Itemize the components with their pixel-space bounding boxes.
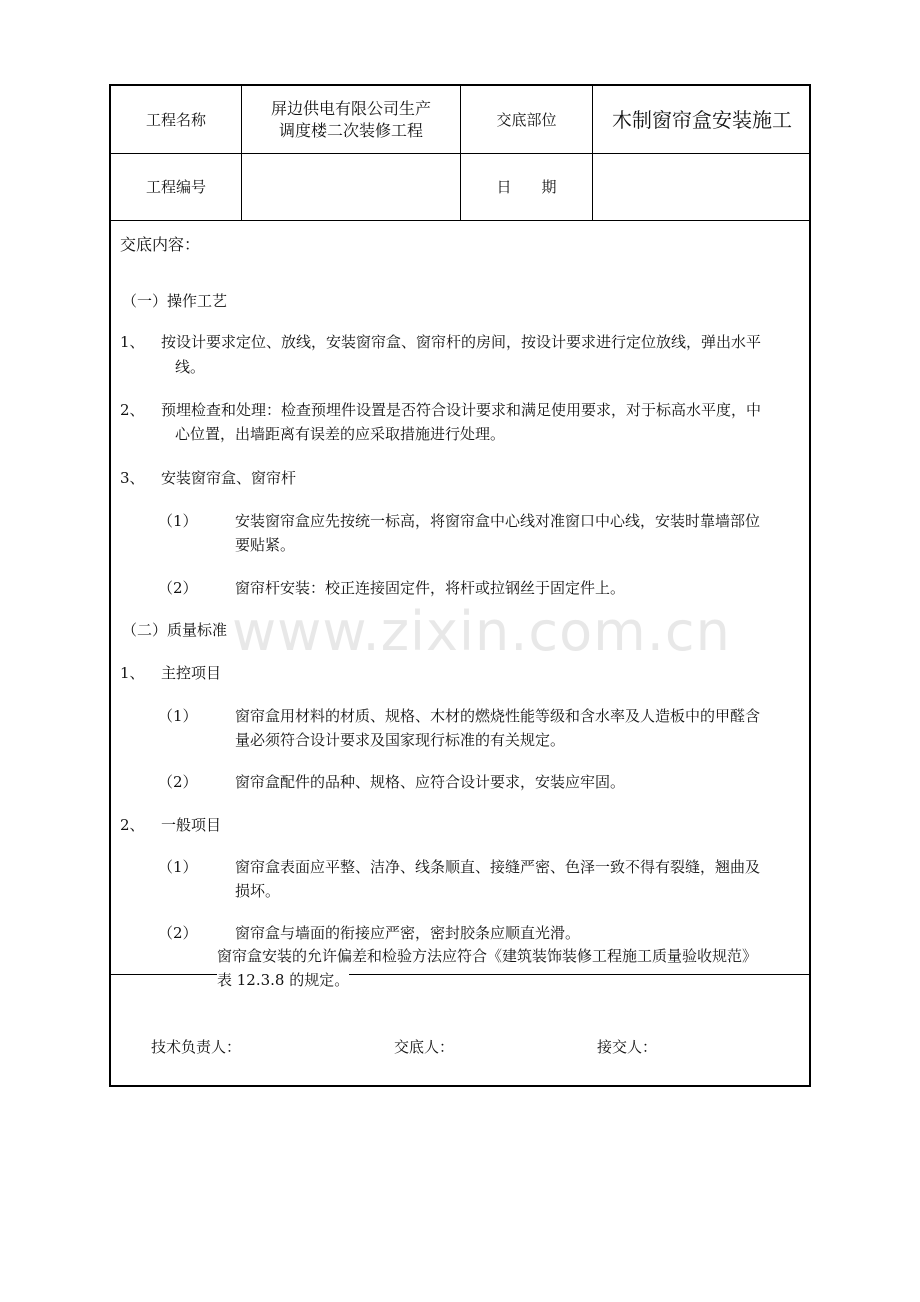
subitem-text: 量必须符合设计要求及国家现行标准的有关规定。 bbox=[235, 731, 566, 749]
subitem-number: （1） bbox=[158, 512, 198, 530]
watermark: www.zixin.com.cn bbox=[232, 600, 731, 663]
date-value bbox=[593, 154, 811, 220]
project-no-label: 工程编号 bbox=[145, 178, 206, 196]
item-text: 一般项目 bbox=[161, 816, 222, 834]
subitem-text: 窗帘盒配件的品种、规格、应符合设计要求，安装应牢固。 bbox=[235, 773, 626, 791]
item-text: 按设计要求定位、放线，安装窗帘盒、窗帘杆的房间，按设计要求进行定位放线，弹出水平 bbox=[161, 333, 762, 351]
subitem-number: （1） bbox=[158, 707, 198, 725]
subitem-text: 窗帘杆安装：校正连接固定件，将杆或拉钢丝于固定件上。 bbox=[235, 579, 626, 597]
item-number: 3、 bbox=[120, 469, 145, 487]
subitem-text: 窗帘盒与墙面的衔接应严密，密封胶条应顺直光滑。 bbox=[235, 924, 581, 942]
part-label: 交底部位 bbox=[496, 110, 557, 129]
subitem-text: 损坏。 bbox=[235, 882, 281, 900]
item-text: 主控项目 bbox=[161, 664, 222, 682]
note-text: 表 12.3.8 的规定。 bbox=[217, 971, 350, 989]
item-text: 预埋检查和处理：检查预埋件设置是否符合设计要求和满足使用要求，对于标高水平度，中 bbox=[161, 401, 762, 419]
item-text: 线。 bbox=[175, 358, 206, 376]
subitem-number: （2） bbox=[158, 924, 198, 942]
subitem-number: （1） bbox=[158, 858, 198, 876]
subitem-text: 窗帘盒用材料的材质、规格、木材的燃烧性能等级和含水率及人造板中的甲醛含 bbox=[235, 707, 761, 725]
date-label: 日 期 bbox=[496, 178, 557, 196]
row-divider bbox=[111, 974, 809, 975]
section-title: （一）操作工艺 bbox=[122, 292, 228, 310]
item-number: 1、 bbox=[120, 664, 145, 682]
part-value: 木制窗帘盒安装施工 bbox=[612, 107, 792, 132]
note-text: 窗帘盒安装的允许偏差和检验方法应符合《建筑装饰装修工程施工质量验收规范》 bbox=[217, 947, 758, 965]
item-text: 心位置，出墙距离有误差的应采取措施进行处理。 bbox=[175, 425, 506, 443]
content-title: 交底内容： bbox=[120, 235, 201, 254]
section-title: （二）质量标准 bbox=[122, 621, 228, 639]
subitem-text: 安装窗帘盒应先按统一标高，将窗帘盒中心线对准窗口中心线，安装时靠墙部位 bbox=[235, 512, 761, 530]
project-name-line: 屏边供电有限公司生产 bbox=[270, 98, 431, 118]
project-name-label: 工程名称 bbox=[145, 110, 206, 129]
item-number: 1、 bbox=[120, 333, 145, 351]
project-name-line: 调度楼二次装修工程 bbox=[278, 120, 423, 140]
project-no-value bbox=[242, 154, 460, 220]
project-name-value bbox=[242, 86, 460, 153]
row-divider bbox=[111, 220, 809, 221]
disclosure-form bbox=[109, 84, 811, 1087]
subitem-text: 要贴紧。 bbox=[235, 536, 296, 554]
tech-lead-signature-label: 技术负责人： bbox=[151, 1038, 242, 1056]
item-text: 安装窗帘盒、窗帘杆 bbox=[161, 469, 297, 487]
receiver-signature-label: 接交人： bbox=[597, 1038, 658, 1056]
discloser-signature-label: 交底人： bbox=[394, 1038, 455, 1056]
subitem-number: （2） bbox=[158, 773, 198, 791]
item-number: 2、 bbox=[120, 401, 145, 419]
item-number: 2、 bbox=[120, 816, 145, 834]
subitem-number: （2） bbox=[158, 579, 198, 597]
subitem-text: 窗帘盒表面应平整、洁净、线条顺直、接缝严密、色泽一致不得有裂缝，翘曲及 bbox=[235, 858, 761, 876]
